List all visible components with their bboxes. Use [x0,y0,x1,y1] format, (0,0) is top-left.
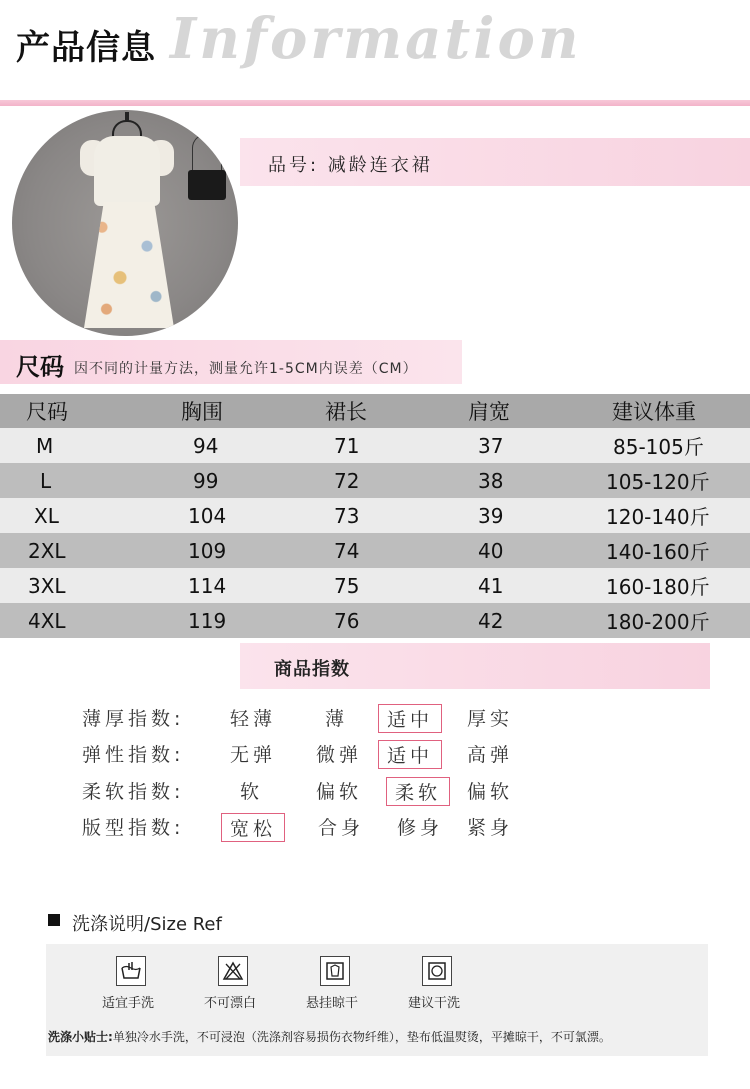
index-label: 版型指数: [82,817,185,839]
cell-weight: 180-200斤 [606,610,710,634]
hang-dry-icon [320,956,350,986]
cell-chest: 119 [188,608,227,633]
bag-strap [192,134,222,174]
size-table-header [0,394,750,428]
header-title-en: Information [170,6,582,72]
col-header-chest: 胸围 [181,400,223,424]
cell-size: 3XL [28,573,66,598]
wash-label: 悬挂晾干 [306,996,359,1011]
cell-chest: 94 [193,433,219,458]
index-row-fit [0,813,750,843]
cell-size: 2XL [28,538,66,563]
col-header-shoulder: 肩宽 [468,400,510,424]
cell-shoulder: 37 [478,433,504,458]
wash-label: 不可漂白 [204,996,257,1011]
index-option-selected: 宽松 [221,813,285,842]
size-table [0,394,750,638]
table-row [0,603,750,638]
index-option: 薄 [325,708,349,730]
table-row [0,428,750,463]
cell-chest: 104 [188,503,227,528]
cell-length: 71 [334,433,360,458]
cell-chest: 114 [188,573,227,598]
handbag [188,170,226,200]
index-row-elasticity [0,740,750,770]
index-option-selected: 适中 [378,704,442,733]
cell-size: 4XL [28,608,66,633]
cell-length: 75 [334,573,360,598]
header-divider [0,100,750,106]
index-option: 紧身 [467,817,514,839]
index-option: 合身 [318,817,365,839]
header-title-cn: 产品信息 [16,28,156,68]
index-option: 软 [240,781,264,803]
index-label: 柔软指数: [82,781,185,803]
cell-length: 73 [334,503,360,528]
product-name: 品号: 减龄连衣裙 [268,155,433,176]
index-label: 薄厚指数: [82,708,185,730]
no-bleach-icon [218,956,248,986]
index-option-selected: 适中 [378,740,442,769]
size-title: 尺码 [16,353,64,381]
wash-title: 洗涤说明/Size Ref [72,914,222,935]
wash-tips [48,1028,611,1045]
cell-length: 72 [334,468,360,493]
cell-chest: 109 [188,538,227,563]
cell-shoulder: 42 [478,608,504,633]
cell-chest: 99 [193,468,219,493]
cell-size: L [40,468,52,493]
size-note: 因不同的计量方法，测量允许1-5CM内误差（CM） [74,361,418,377]
index-title: 商品指数 [274,659,350,680]
dress-skirt [84,202,174,328]
cell-shoulder: 38 [478,468,504,493]
wash-label: 建议干洗 [408,996,461,1011]
table-row [0,498,750,533]
col-header-length: 裙长 [325,400,367,424]
index-option: 轻薄 [230,708,277,730]
wash-label: 适宜手洗 [102,996,155,1011]
index-option: 高弹 [467,744,514,766]
cell-weight: 105-120斤 [606,470,710,494]
index-label: 弹性指数: [82,744,185,766]
cell-shoulder: 40 [478,538,504,563]
cell-weight: 120-140斤 [606,505,710,529]
cell-shoulder: 41 [478,573,504,598]
table-row [0,533,750,568]
cell-weight: 140-160斤 [606,540,710,564]
product-photo [12,110,238,336]
cell-shoulder: 39 [478,503,504,528]
wash-bullet [48,914,60,926]
index-option: 厚实 [467,708,514,730]
index-row-thickness [0,704,750,734]
cell-weight: 85-105斤 [613,435,704,459]
cell-length: 76 [334,608,360,633]
cell-size: M [36,433,54,458]
index-banner [240,643,710,689]
col-header-weight: 建议体重 [612,400,696,424]
wash-tips-text: 单独冷水手洗，不可浸泡（洗涤剂容易损伤衣物纤维），垫布低温熨烫，平摊晾干，不可氯漂。 [112,1030,611,1044]
index-option: 微弹 [316,744,363,766]
index-option: 修身 [397,817,444,839]
dry-clean-icon [422,956,452,986]
index-option: 无弹 [230,744,277,766]
dress-bodice [94,136,160,206]
index-option-selected: 柔软 [386,777,450,806]
hanger [112,120,142,136]
col-header-size: 尺码 [26,400,68,424]
index-option: 偏软 [467,781,514,803]
table-row [0,463,750,498]
cell-length: 74 [334,538,360,563]
cell-weight: 160-180斤 [606,575,710,599]
index-row-softness [0,777,750,807]
hand-wash-icon [116,956,146,986]
index-option: 偏软 [316,781,363,803]
wash-tips-label: 洗涤小贴士: [48,1030,113,1044]
table-row [0,568,750,603]
product-name-banner [240,138,750,186]
cell-size: XL [34,503,59,528]
